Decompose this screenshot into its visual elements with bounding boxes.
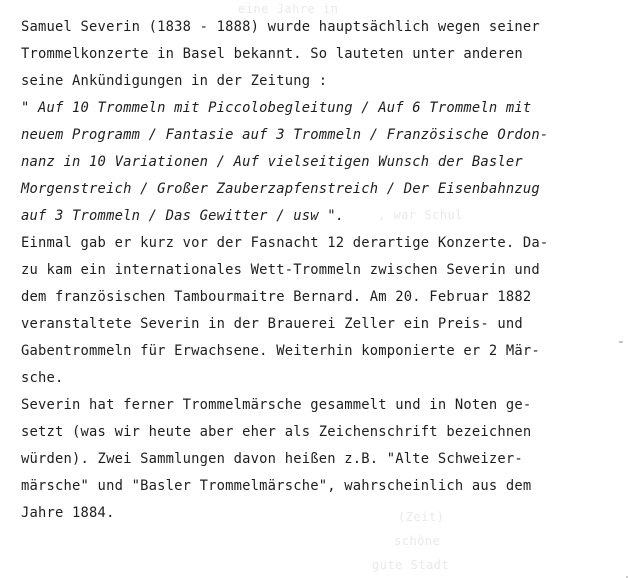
text-line: veranstaltete Severin in der Brauerei Zeller ein Preis- und [21, 316, 523, 332]
text-line: sche. [21, 370, 64, 386]
text-line: Jahre 1884. [21, 505, 115, 521]
text-line: würden). Zwei Sammlungen davon heißen z.B. "Alte Schweizer- [21, 451, 523, 467]
text-line: Samuel Severin (1838 - 1888) wurde hauptsächlich wegen seiner [21, 19, 540, 35]
bleedthrough-text: , war Schul [378, 208, 463, 222]
bleedthrough-text: schöne [394, 534, 441, 548]
quoted-text-line: nanz in 10 Variationen / Auf vielseitigen Wunsch der Basler [21, 154, 523, 170]
text-line: Einmal gab er kurz vor der Fasnacht 12 derartige Konzerte. Da- [21, 235, 549, 251]
text-line: Trommelkonzerte in Basel bekannt. So lauteten unter anderen [21, 46, 523, 62]
text-line: dem französischen Tambourmaitre Bernard. Am 20. Februar 1882 [21, 289, 532, 305]
bleedthrough-text: gute Stadt [372, 558, 450, 572]
document-body [21, 14, 621, 527]
text-line: setzt (was wir heute aber eher als Zeichenschrift bezeichnen [21, 424, 532, 440]
bleedthrough-text: (Zeit) [398, 510, 445, 524]
text-line: seine Ankündigungen in der Zeitung : [21, 73, 328, 89]
bleedthrough-text: eine Jahre in [238, 2, 339, 16]
quoted-text-line: Morgenstreich / Großer Zauberzapfenstreich / Der Eisenbahnzug [21, 181, 540, 197]
quoted-text-line: auf 3 Trommeln / Das Gewitter / usw ". [21, 208, 345, 224]
text-line: Severin hat ferner Trommelmärsche gesammelt und in Noten ge- [21, 397, 532, 413]
text-line: märsche" und "Basler Trommelmärsche", wahrscheinlich aus dem [21, 478, 532, 494]
quoted-text-line: " Auf 10 Trommeln mit Piccolobegleitung / Auf 6 Trommeln mit [21, 100, 532, 116]
quoted-text-line: neuem Programm / Fantasie auf 3 Trommeln / Französische Ordon- [21, 127, 549, 143]
text-line: Gabentrommeln für Erwachsene. Weiterhin komponierte er 2 Mär- [21, 343, 540, 359]
text-line: zu kam ein internationales Wett-Trommeln zwischen Severin und [21, 262, 540, 278]
